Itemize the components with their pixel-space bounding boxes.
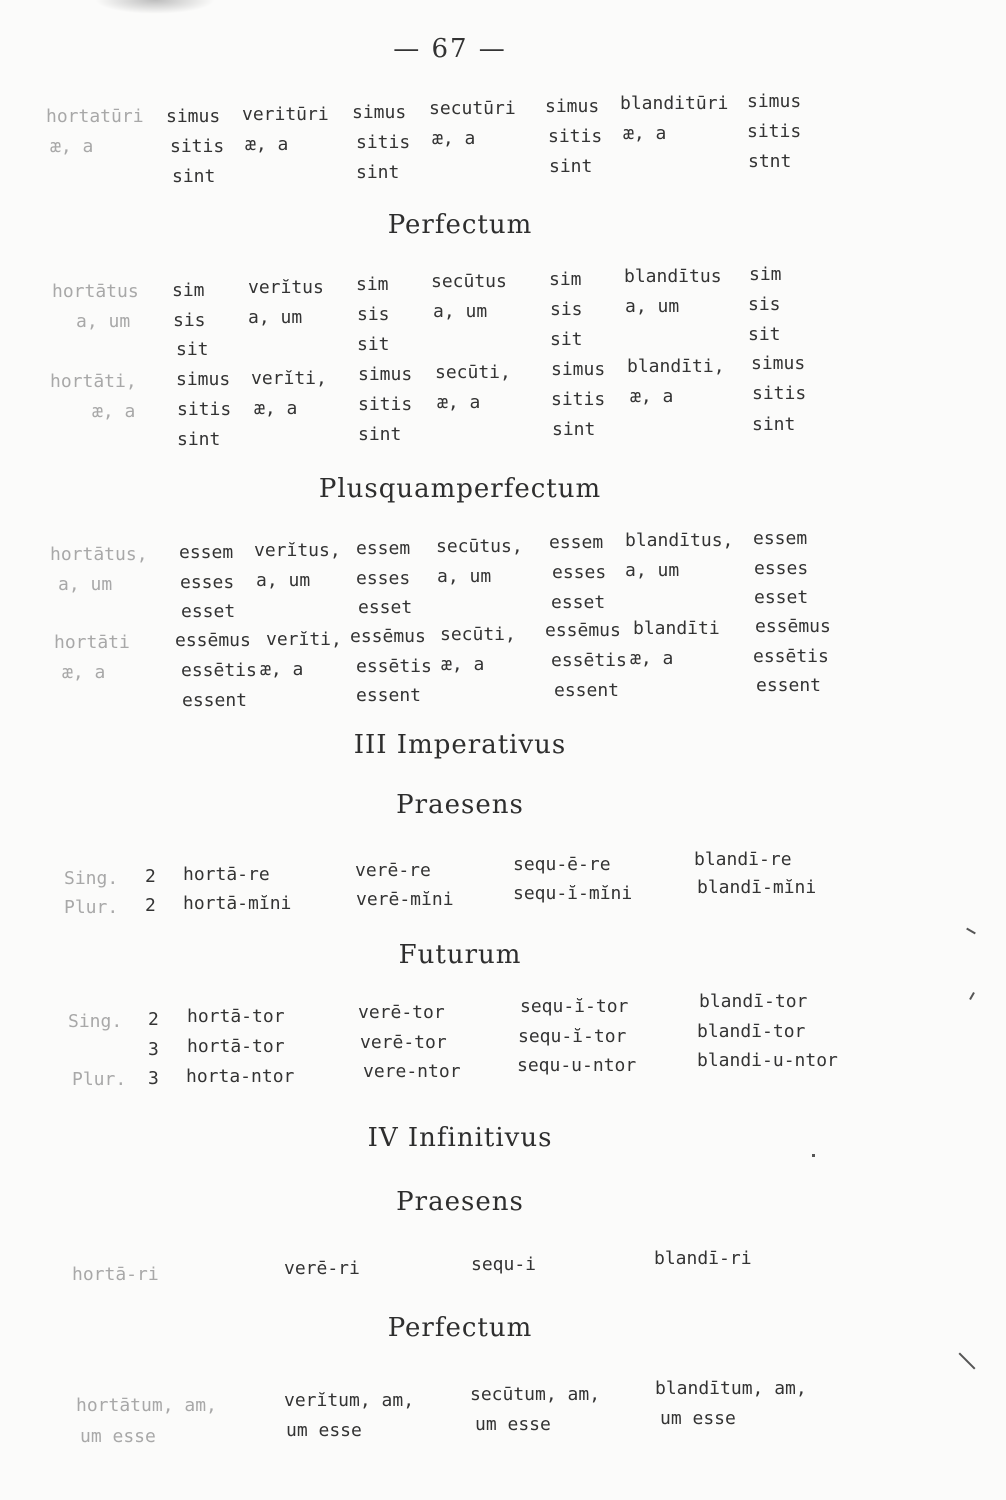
plusquamperfectum-cell: essēmus (175, 630, 251, 651)
form-cell: sequ-i (471, 1254, 537, 1275)
form-cell: sequ-ĭ-tor (518, 1026, 627, 1047)
form-cell: secūtum, am, (470, 1384, 601, 1405)
plusquamperfectum-cell: essem (549, 532, 604, 553)
perfectum-cell: sint (177, 429, 221, 450)
plusquamperfectum-cell: essētis (753, 646, 829, 667)
plusquamperfectum-cell: essem (753, 528, 808, 549)
perfectum-cell: sitis (177, 399, 232, 420)
perfectum-cell: sim (549, 269, 582, 290)
number-label: Plur. (72, 1069, 127, 1090)
perfectum-cell: verĭti, (251, 368, 327, 389)
plusquamperfectum-cell: esset (754, 587, 809, 608)
perfectum-cell: sim (356, 274, 389, 295)
form-cell: hortā-tor (187, 1006, 285, 1027)
perfectum-cell: secūti, (435, 362, 511, 383)
perfectum-cell: æ, a (254, 398, 298, 419)
plusquamperfectum-cell: hortātus, (50, 544, 148, 565)
binding-shadow (95, 0, 215, 14)
heading-plusquamperfectum: Plusquamperfectum (318, 474, 602, 504)
futurum-cell: æ, a (432, 128, 476, 149)
person-number: 3 (148, 1068, 159, 1089)
perfectum-cell: sit (176, 339, 209, 360)
perfectum-cell: sis (748, 294, 781, 315)
perfectum-cell: æ, a (437, 392, 481, 413)
person-number: 2 (148, 1009, 159, 1030)
plusquamperfectum-cell: esses (356, 568, 411, 589)
plusquamperfectum-cell: hortāti (54, 632, 130, 653)
scan-speck (812, 1154, 815, 1157)
futurum-cell: sint (356, 162, 400, 183)
perfectum-cell: æ, a (630, 386, 674, 407)
perfectum-cell: sis (357, 304, 390, 325)
form-cell: hortā-mĭni (183, 893, 292, 914)
futurum-cell: simus (747, 91, 802, 112)
form-cell: verē-tor (360, 1032, 447, 1053)
number-label: Plur. (64, 897, 119, 918)
plusquamperfectum-cell: a, um (256, 570, 311, 591)
form-cell: blandi-u-ntor (697, 1050, 838, 1071)
perfectum-cell: sis (173, 310, 206, 331)
perfectum-cell: hortāti, (50, 371, 137, 392)
plusquamperfectum-cell: essem (179, 542, 234, 563)
form-cell: hortā-tor (187, 1036, 285, 1057)
form-cell: blandītum, am, (655, 1378, 807, 1399)
plusquamperfectum-cell: essēmus (545, 620, 621, 641)
plusquamperfectum-cell: essent (182, 690, 248, 711)
plusquamperfectum-cell: æ, a (441, 654, 485, 675)
futurum-cell: stnt (748, 151, 792, 172)
perfectum-cell: simus (176, 369, 231, 390)
perfectum-cell: sis (550, 299, 583, 320)
perfectum-cell: secūtus (431, 271, 507, 292)
heading-infinitivus-praesens: Praesens (396, 1187, 524, 1217)
form-cell: um esse (80, 1426, 156, 1447)
plusquamperfectum-cell: æ, a (62, 662, 106, 683)
heading-infinitivus-perfectum: Perfectum (387, 1313, 533, 1343)
perfectum-cell: blandītus (624, 266, 722, 287)
plusquamperfectum-cell: esses (754, 558, 809, 579)
futurum-cell: æ, a (50, 136, 94, 157)
person-number: 3 (148, 1039, 159, 1060)
perfectum-cell: hortātus (52, 281, 139, 302)
plusquamperfectum-cell: essent (554, 680, 620, 701)
plusquamperfectum-cell: essētis (551, 650, 627, 671)
perfectum-cell: sit (748, 324, 781, 345)
perfectum-cell: sint (552, 419, 596, 440)
form-cell: blandī-ri (654, 1248, 752, 1269)
plusquamperfectum-cell: æ, a (630, 648, 674, 669)
futurum-cell: sitis (747, 121, 802, 142)
form-cell: hortā-ri (72, 1264, 159, 1285)
form-cell: horta-ntor (186, 1066, 295, 1087)
futurum-cell: blanditūri (620, 93, 729, 114)
form-cell: blandī-re (694, 849, 792, 870)
number-label: Sing. (64, 868, 119, 889)
scan-speck (969, 992, 975, 1000)
perfectum-cell: sim (749, 264, 782, 285)
plusquamperfectum-cell: essem (356, 538, 411, 559)
form-cell: sequ-ĭ-tor (520, 996, 629, 1017)
heading-imperativus-futurum: Futurum (398, 940, 522, 970)
futurum-cell: sitis (170, 136, 225, 157)
form-cell: sequ-u-ntor (517, 1055, 637, 1076)
plusquamperfectum-cell: a, um (625, 560, 680, 581)
futurum-cell: sint (549, 156, 593, 177)
form-cell: um esse (286, 1420, 362, 1441)
futurum-cell: simus (166, 106, 221, 127)
perfectum-cell: verĭtus (248, 277, 324, 298)
form-cell: hortā-re (183, 864, 270, 885)
futurum-cell: simus (352, 102, 407, 123)
perfectum-cell: æ, a (92, 401, 136, 422)
perfectum-cell: a, um (248, 307, 303, 328)
form-cell: verĭtum, am, (284, 1390, 415, 1411)
plusquamperfectum-cell: blandītus, (625, 530, 734, 551)
perfectum-cell: sitis (551, 389, 606, 410)
futurum-cell: sint (172, 166, 216, 187)
form-cell: sequ-ē-re (513, 854, 611, 875)
plusquamperfectum-cell: a, um (437, 566, 492, 587)
form-cell: verē-mĭni (356, 889, 454, 910)
plusquamperfectum-cell: esses (552, 562, 607, 583)
form-cell: um esse (475, 1414, 551, 1435)
perfectum-cell: sit (357, 334, 390, 355)
plusquamperfectum-cell: essētis (181, 660, 257, 681)
futurum-cell: simus (545, 96, 600, 117)
perfectum-cell: a, um (433, 301, 488, 322)
form-cell: hortātum, am, (76, 1395, 217, 1416)
form-cell: verē-re (355, 860, 431, 881)
futurum-cell: sitis (548, 126, 603, 147)
perfectum-cell: simus (751, 353, 806, 374)
heading-infinitivus: IV Infinitivus (367, 1123, 553, 1153)
perfectum-cell: sint (752, 414, 796, 435)
plusquamperfectum-cell: esses (180, 572, 235, 593)
form-cell: blandī-tor (699, 991, 808, 1012)
plusquamperfectum-cell: verĭtus, (254, 540, 341, 561)
person-number: 2 (145, 895, 156, 916)
plusquamperfectum-cell: secūti, (440, 624, 516, 645)
perfectum-cell: simus (551, 359, 606, 380)
perfectum-cell: blandīti, (627, 356, 725, 377)
perfectum-cell: sit (550, 329, 583, 350)
form-cell: vere-ntor (363, 1061, 461, 1082)
perfectum-cell: sint (358, 424, 402, 445)
plusquamperfectum-cell: esset (551, 592, 606, 613)
plusquamperfectum-cell: esset (181, 601, 236, 622)
form-cell: verē-tor (358, 1002, 445, 1023)
plusquamperfectum-cell: essēmus (755, 616, 831, 637)
form-cell: blandī-tor (697, 1021, 806, 1042)
form-cell: verē-ri (284, 1258, 360, 1279)
futurum-cell: veritūri (242, 104, 329, 125)
futurum-cell: æ, a (623, 123, 667, 144)
heading-perfectum: Perfectum (387, 210, 533, 240)
page-number: — 67 — (393, 34, 507, 64)
plusquamperfectum-cell: esset (358, 597, 413, 618)
plusquamperfectum-cell: a, um (58, 574, 113, 595)
perfectum-cell: sim (172, 280, 205, 301)
plusquamperfectum-cell: verĭti, (266, 629, 342, 650)
perfectum-cell: simus (358, 364, 413, 385)
plusquamperfectum-cell: essent (356, 685, 422, 706)
number-label: Sing. (68, 1011, 123, 1032)
futurum-cell: hortatūri (46, 106, 144, 127)
futurum-cell: sitis (356, 132, 411, 153)
person-number: 2 (145, 866, 156, 887)
heading-imperativus-praesens: Praesens (396, 790, 524, 820)
form-cell: sequ-ĭ-mĭni (513, 883, 633, 904)
plusquamperfectum-cell: blandīti (633, 618, 720, 639)
form-cell: um esse (660, 1408, 736, 1429)
perfectum-cell: a, um (625, 296, 680, 317)
perfectum-cell: sitis (752, 383, 807, 404)
plusquamperfectum-cell: essēmus (350, 626, 426, 647)
plusquamperfectum-cell: æ, a (260, 659, 304, 680)
perfectum-cell: a, um (76, 311, 131, 332)
scan-speck (966, 928, 976, 935)
heading-imperativus: III Imperativus (353, 730, 567, 760)
plusquamperfectum-cell: essent (756, 675, 822, 696)
perfectum-cell: sitis (358, 394, 413, 415)
futurum-cell: æ, a (245, 134, 289, 155)
futurum-cell: secutūri (429, 98, 516, 119)
form-cell: blandī-mĭni (697, 877, 817, 898)
plusquamperfectum-cell: secūtus, (436, 536, 523, 557)
plusquamperfectum-cell: essētis (356, 656, 432, 677)
scan-speck (959, 1353, 976, 1370)
